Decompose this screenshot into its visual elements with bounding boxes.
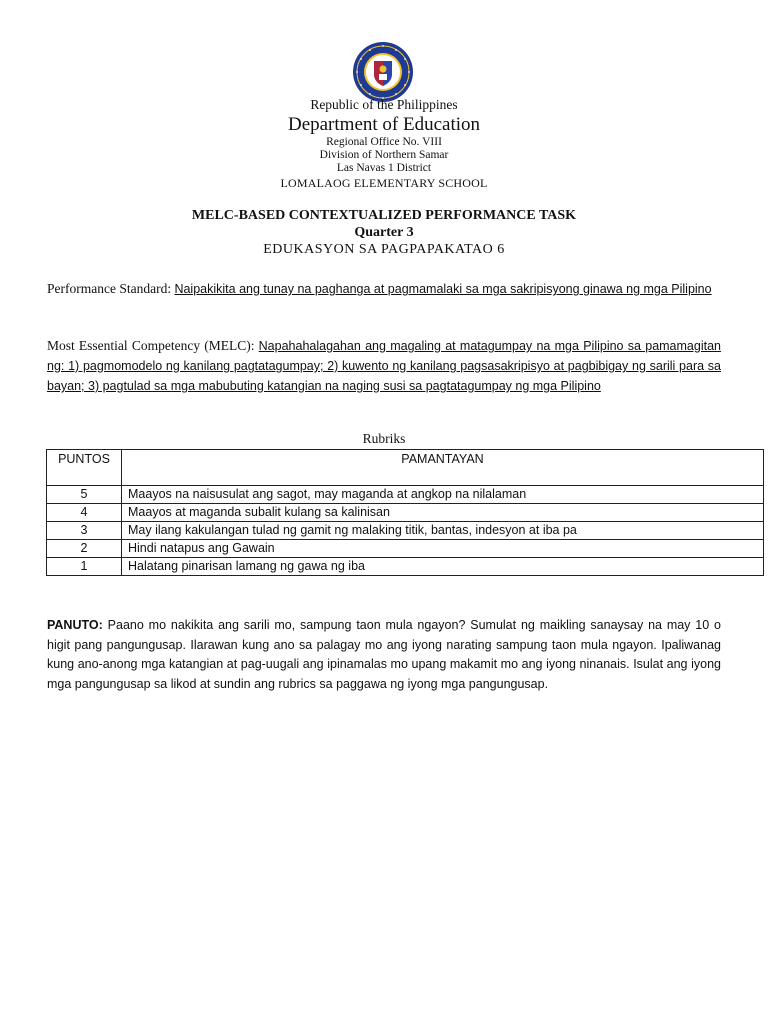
rubrics-title: Rubriks xyxy=(362,431,406,446)
melc-statement xyxy=(47,336,721,396)
points-cell: 1 xyxy=(47,558,122,576)
melc-text: Napahahalagahan ang magaling at matagumpay na mga Pilipino sa pamamagitan ng: 1) pagmomodelo ng kanilang pagtatagumpay; 2) kuwento ng kanilang pagsasakripisyo at pagbibigay ng sarili para sa bayan; 3) pagtulad sa mga mabubuting katangian na naging susi sa pagtatagumpay ng mga Pilipino xyxy=(47,339,721,393)
deped-seal-logo xyxy=(352,41,414,103)
school-name: LOMALAOG ELEMENTARY SCHOOL xyxy=(280,176,488,190)
performance-standard-text: Naipakikita ang tunay na paghanga at pagmamalaki sa mga sakripisyong ginawa ng mga Pilipino xyxy=(174,282,712,296)
points-cell: 3 xyxy=(47,522,122,540)
criteria-cell: Hindi natapus ang Gawain xyxy=(122,540,764,558)
performance-standard-label: Performance Standard: xyxy=(47,281,172,296)
table-row xyxy=(47,504,764,522)
rubrics-table xyxy=(46,449,764,576)
criteria-header: PAMANTAYAN xyxy=(122,450,764,486)
instructions-paragraph xyxy=(47,616,721,694)
instructions-label: PANUTO: xyxy=(47,618,103,632)
points-cell: 5 xyxy=(47,486,122,504)
seal-icon xyxy=(352,41,414,103)
republic-line: Republic of the Philippines xyxy=(310,97,458,112)
division-name: Division of Northern Samar xyxy=(319,149,449,161)
criteria-cell: May ilang kakulangan tulad ng gamit ng malaking titik, bantas, indesyon at iba pa xyxy=(122,522,764,540)
points-cell: 2 xyxy=(47,540,122,558)
table-row xyxy=(47,540,764,558)
instructions-text: Paano mo nakikita ang sarili mo, sampung taon mula ngayon? Sumulat ng maikling sanaysay na may 10 o higit pang pangungusap. Ilarawan kung ano sa palagay mo ang iyong narating sampung taon mula ngayon. Ipaliwanag kung ano-anong mga katangian at pag-uugali ang ipinamalas mo upang makamit mo ang iyong ninanais. Isulat ang iyong mga pangungusap sa likod at sundin ang rubrics sa paggawa ng iyong mga pangungusap. xyxy=(47,618,721,691)
table-header-row xyxy=(47,450,764,486)
criteria-cell: Maayos at maganda subalit kulang sa kalinisan xyxy=(122,504,764,522)
criteria-cell: Halatang pinarisan lamang ng gawa ng iba xyxy=(122,558,764,576)
task-title: MELC-BASED CONTEXTUALIZED PERFORMANCE TASK xyxy=(191,208,577,223)
melc-label: Most Essential Competency (MELC): xyxy=(47,338,255,353)
performance-standard xyxy=(47,279,721,299)
table-row xyxy=(47,522,764,540)
quarter-label: Quarter 3 xyxy=(354,225,414,240)
table-row xyxy=(47,558,764,576)
district-name: Las Navas 1 District xyxy=(336,162,432,174)
points-cell: 4 xyxy=(47,504,122,522)
department-title: Department of Education xyxy=(287,114,481,135)
table-row xyxy=(47,486,764,504)
points-header: PUNTOS xyxy=(47,450,122,486)
regional-office: Regional Office No. VIII xyxy=(326,136,442,148)
criteria-cell: Maayos na naisusulat ang sagot, may maganda at angkop na nilalaman xyxy=(122,486,764,504)
subject-title: EDUKASYON SA PAGPAPAKATAO 6 xyxy=(263,242,505,257)
